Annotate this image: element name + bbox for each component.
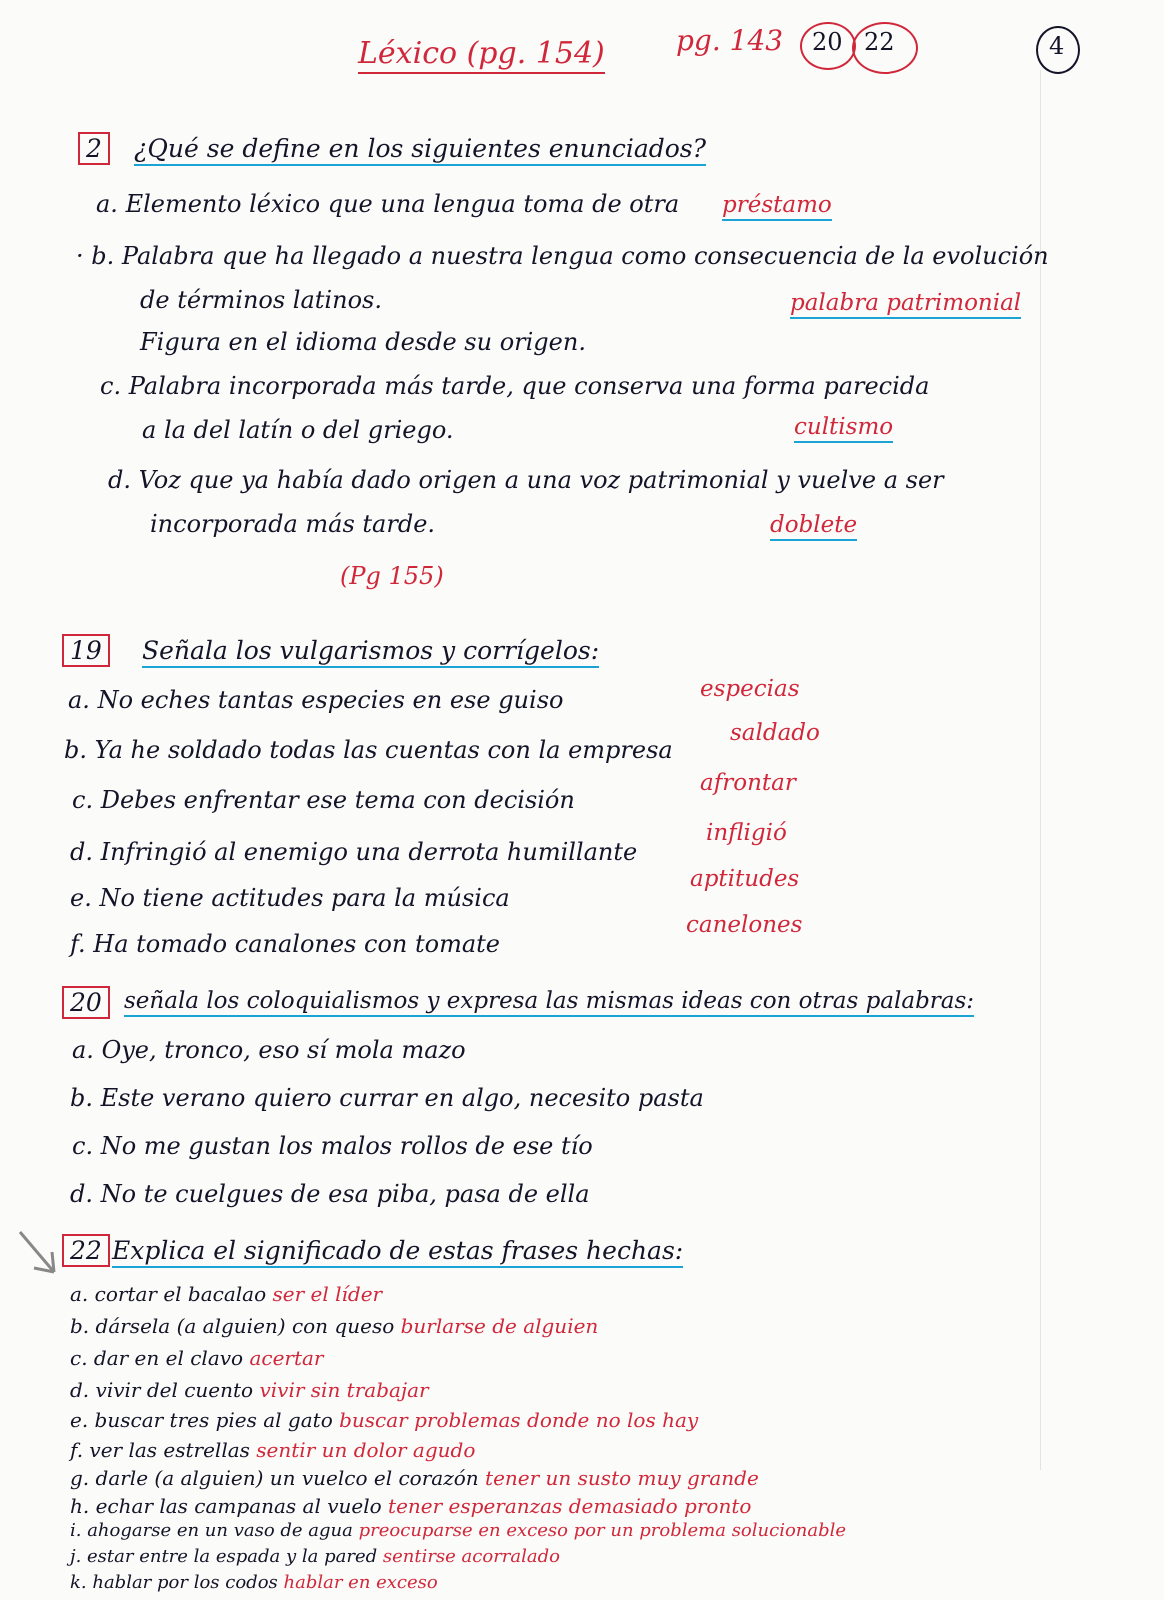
ex2-answer-b: palabra patrimonial (790, 290, 1021, 316)
ex2-item-c-line1: c. Palabra incorporada más tarde, que conserva una forma parecida (100, 372, 930, 400)
ex19-answer-d: infligió (706, 820, 787, 846)
ex22-item-k: k. hablar por los codos hablar en exceso (70, 1572, 438, 1593)
exercise-19-number: 19 (62, 636, 110, 665)
ex2-item-a: a. Elemento léxico que una lengua toma de otra (96, 190, 680, 218)
ex2-item-b-line2: de términos latinos. (140, 286, 382, 314)
ex2-item-c-line2: a la del latín o del griego. (142, 416, 454, 444)
ex19-answer-b: saldado (730, 720, 820, 746)
exercise-circle-22-label: 22 (864, 28, 895, 56)
exercise-2-prompt: ¿Qué se define en los siguientes enunciados? (134, 134, 706, 163)
ex20-item-a: a. Oye, tronco, eso sí mola mazo (72, 1036, 466, 1064)
ex2-item-b-line1: · b. Palabra que ha llegado a nuestra lengua como consecuencia de la evolución (76, 242, 1049, 270)
exercise-circle-20-label: 20 (812, 28, 843, 56)
exercise-22-prompt: Explica el significado de estas frases hechas: (112, 1236, 683, 1265)
exercise-19-prompt: Señala los vulgarismos y corrígelos: (142, 636, 599, 665)
ex2-item-b-line3: Figura en el idioma desde su origen. (140, 328, 586, 356)
ex22-item-d: d. vivir del cuento vivir sin trabajar (70, 1378, 429, 1402)
exercise-20-number: 20 (62, 988, 110, 1017)
page-title: Léxico (pg. 154) (358, 36, 605, 71)
arrow-down-right-icon (16, 1228, 62, 1284)
ex22-item-h: h. echar las campanas al vuelo tener esperanzas demasiado pronto (70, 1494, 752, 1518)
page-reference: pg. 143 (676, 24, 784, 57)
ex2-item-d-line1: d. Voz que ya había dado origen a una voz patrimonial y vuelve a ser (108, 466, 944, 494)
section-page-reference: (Pg 155) (340, 562, 444, 590)
ex19-answer-c: afrontar (700, 770, 796, 796)
ex22-item-b: b. dársela (a alguien) con queso burlarse de alguien (70, 1314, 599, 1338)
ex22-item-c: c. dar en el clavo acertar (70, 1346, 324, 1370)
ex2-item-d-line2: incorporada más tarde. (150, 510, 436, 538)
ex20-item-b: b. Este verano quiero currar en algo, necesito pasta (70, 1084, 704, 1112)
ex20-item-d: d. No te cuelgues de esa piba, pasa de ella (70, 1180, 590, 1208)
ex19-item-e: e. No tiene actitudes para la música (70, 884, 510, 912)
ex19-answer-f: canelones (686, 912, 803, 938)
ex19-item-a: a. No eches tantas especies en ese guiso (68, 686, 564, 714)
ex2-answer-a: préstamo (722, 192, 832, 218)
exercise-2-number: 2 (78, 134, 110, 163)
ex22-item-a: a. cortar el bacalao ser el líder (70, 1282, 383, 1306)
ex22-item-g: g. darle (a alguien) un vuelco el corazón tener un susto muy grande (70, 1466, 759, 1490)
ex22-item-f: f. ver las estrellas sentir un dolor agudo (70, 1438, 476, 1462)
exercise-20-prompt: señala los coloquialismos y expresa las mismas ideas con otras palabras: (124, 988, 974, 1014)
ex2-answer-c: cultismo (794, 414, 893, 440)
ex22-item-j: j. estar entre la espada y la pared sentirse acorralado (70, 1546, 560, 1567)
ex19-item-b: b. Ya he soldado todas las cuentas con la empresa (64, 736, 673, 764)
ex22-item-e: e. buscar tres pies al gato buscar problemas donde no los hay (70, 1408, 699, 1432)
ex19-item-d: d. Infringió al enemigo una derrota humillante (70, 838, 638, 866)
ex19-answer-e: aptitudes (690, 866, 800, 892)
ex22-item-i: i. ahogarse en un vaso de agua preocuparse en exceso por un problema solucionable (70, 1520, 847, 1541)
exercise-22-number: 22 (62, 1236, 110, 1265)
ex19-answer-a: especias (700, 676, 800, 702)
bleed-through-text (1040, 70, 1151, 1470)
ex2-answer-d: doblete (770, 512, 857, 538)
page-number: 4 (1049, 32, 1065, 60)
ex20-item-c: c. No me gustan los malos rollos de ese tío (72, 1132, 593, 1160)
ex19-item-c: c. Debes enfrentar ese tema con decisión (72, 786, 575, 814)
ex19-item-f: f. Ha tomado canalones con tomate (70, 930, 500, 958)
